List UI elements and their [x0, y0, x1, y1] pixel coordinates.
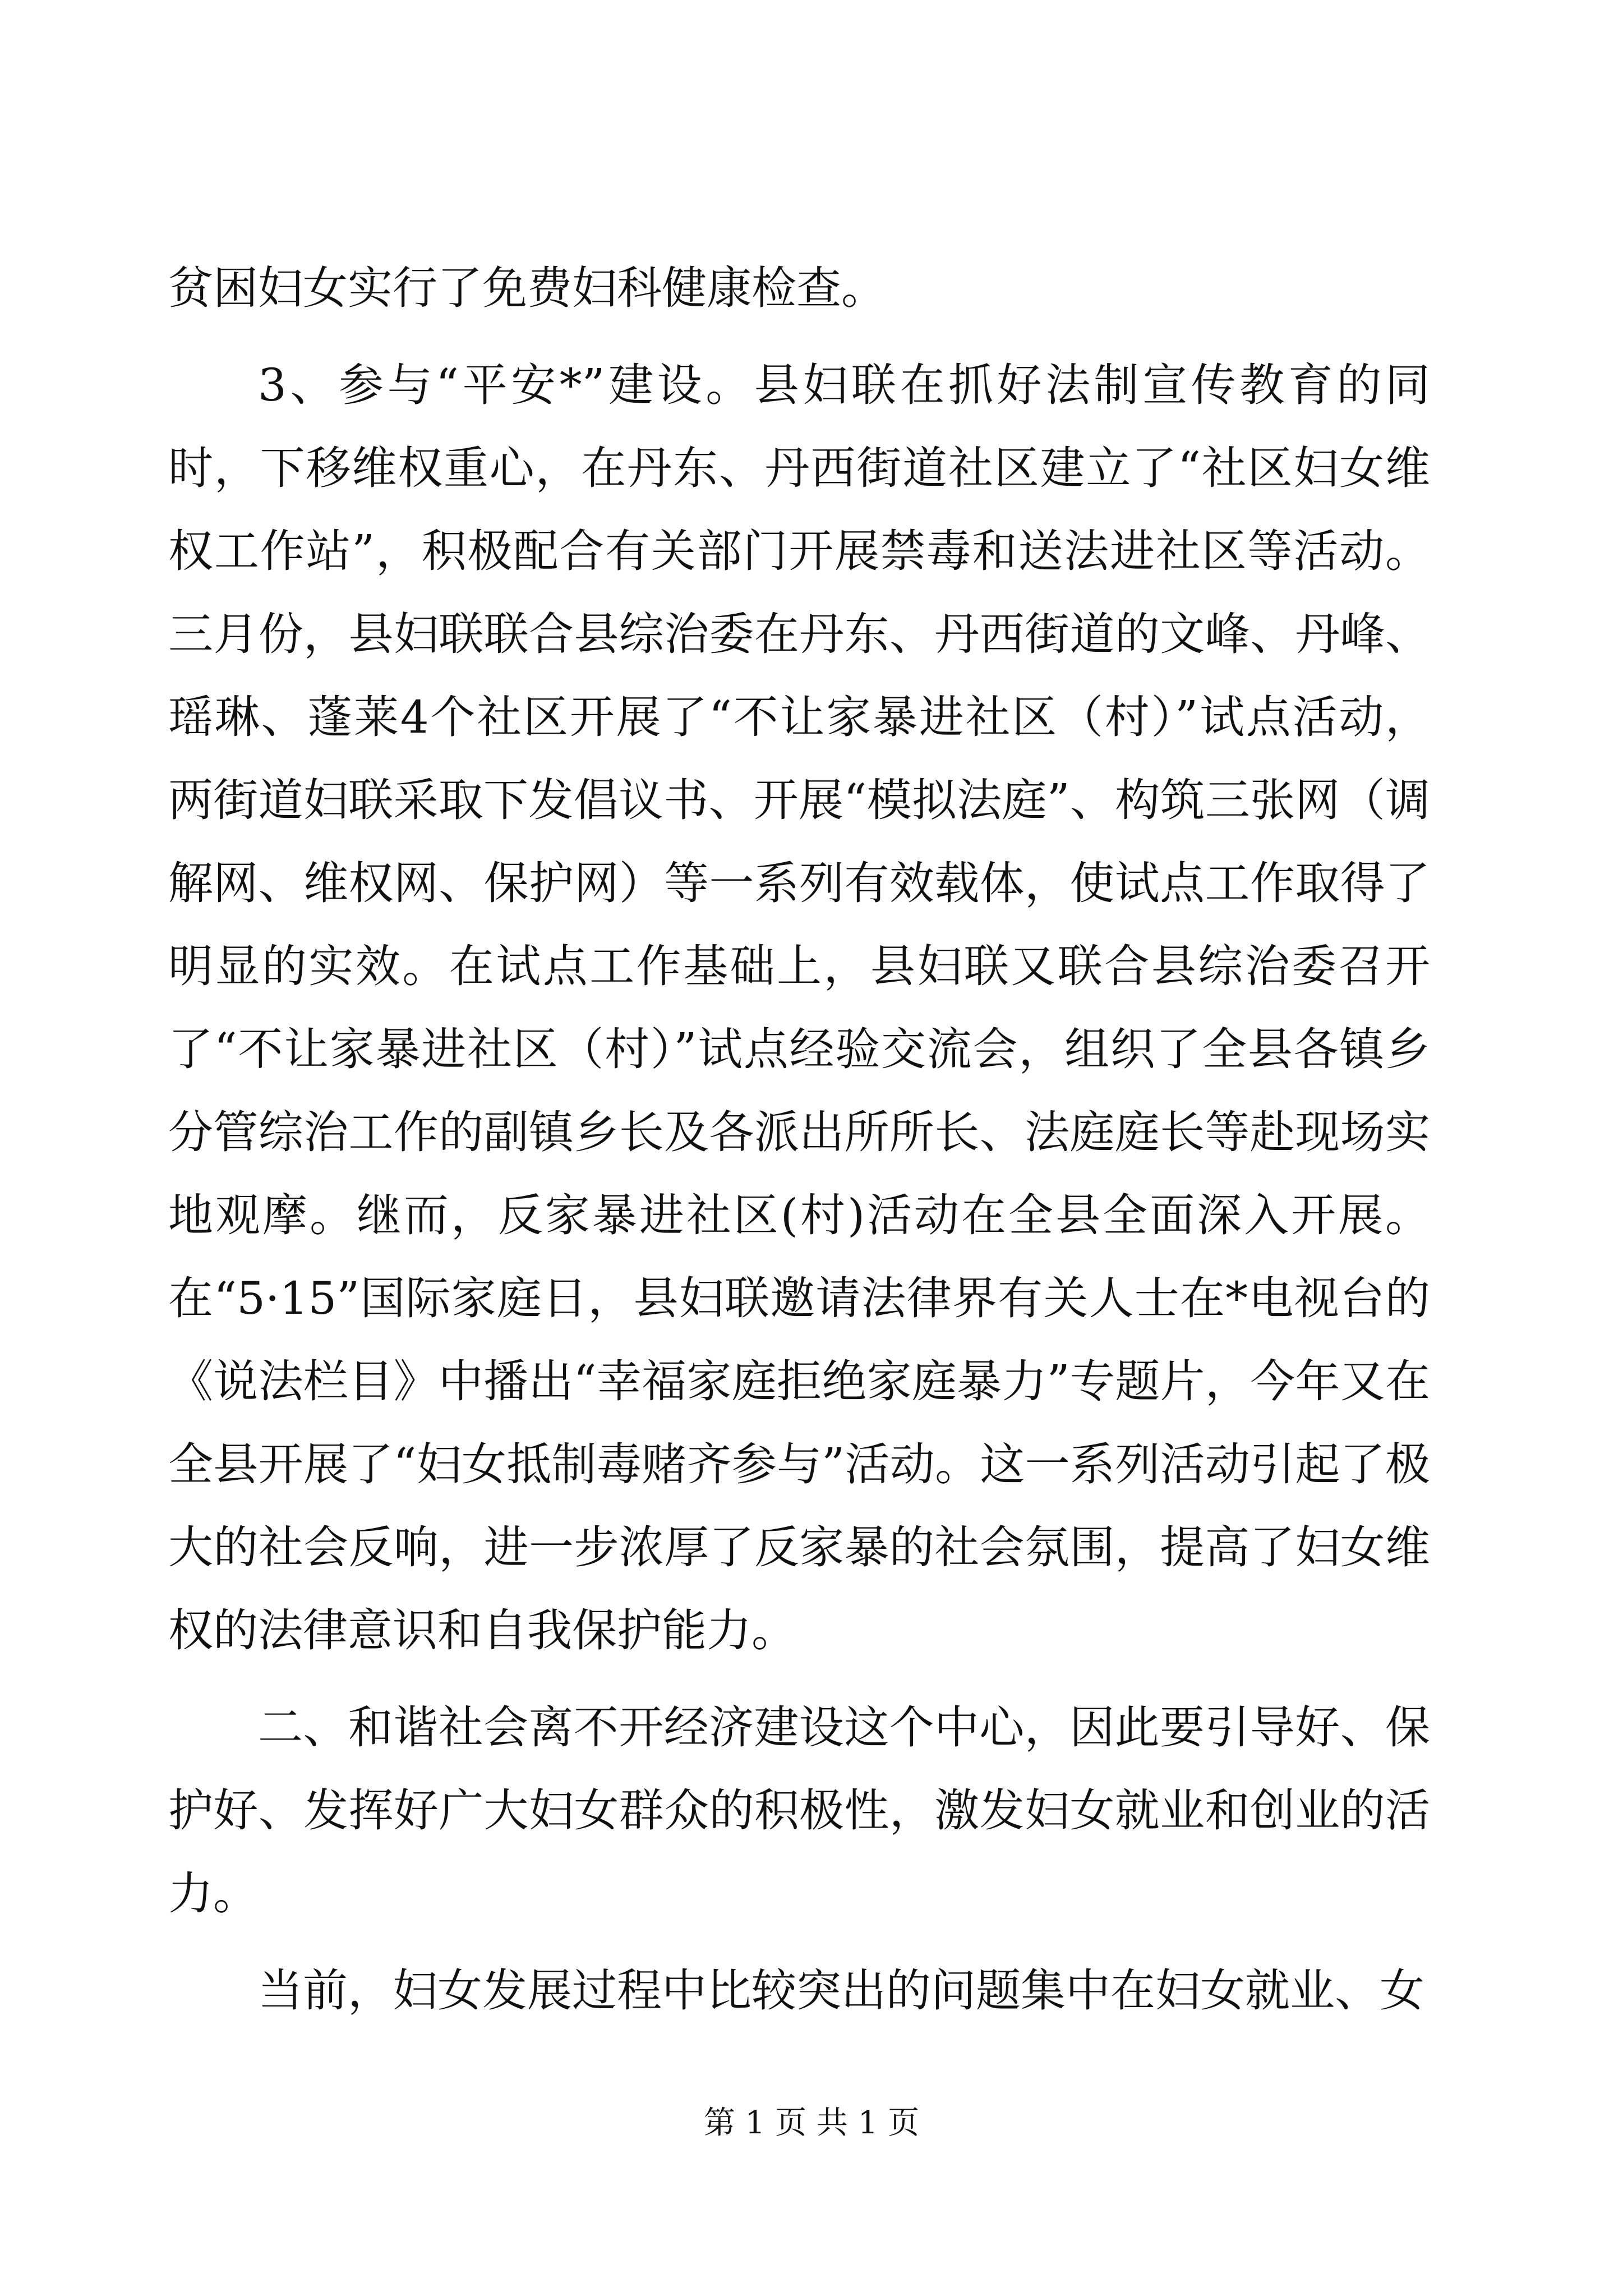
paragraph-item-3: 3、参与“平安*”建设。县妇联在抓好法制宣传教育的同时，下移维权重心，在丹东、丹西街道社区建立了“社区妇女维权工作站”，积极配合有关部门开展禁毒和送法进社区等活动。三月份，县妇联联合县综治委在丹东、丹西街道的文峰、丹峰、瑶琳、蓬莱4个社区开展了“不让家暴进社区（村）”试点活动，两街道妇联采取下发倡议书、开展“模拟法庭”、构筑三张网（调解网、维权网、保护网）等一系列有效载体，使试点工作取得了明显的实效。在试点工作基础上，县妇联又联合县综治委召开了“不让家暴进社区（村）”试点经验交流会，组织了全县各镇乡分管综治工作的副镇乡长及各派出所所长、法庭庭长等赴现场实地观摩。继而，反家暴进社区(村)活动在全县全面深入开展。在“5·15”国际家庭日，县妇联邀请法律界有关人士在*电视台的《说法栏目》中播出“幸福家庭拒绝家庭暴力”专题片，今年又在全县开展了“妇女抵制毒赌齐参与”活动。这一系列活动引起了极大的社会反响，进一步浓厚了反家暴的社会氛围，提高了妇女维权的法律意识和自我保护能力。	[168, 359, 1430, 1657]
paragraph-section-2-heading: 二、和谐社会离不开经济建设这个中心，因此要引导好、保护好、发挥好广大妇女群众的积极性，激发妇女就业和创业的活力。	[168, 1701, 1430, 1920]
paragraph-continuation: 贫困妇女实行了免费妇科健康检查。	[168, 262, 886, 314]
document-body	[168, 247, 1430, 2032]
page-footer: 第 1 页 共 1 页	[703, 2105, 920, 2141]
paragraph-current-issues: 当前，妇女发展过程中比较突出的问题集中在妇女就业、女	[258, 1964, 1424, 2017]
